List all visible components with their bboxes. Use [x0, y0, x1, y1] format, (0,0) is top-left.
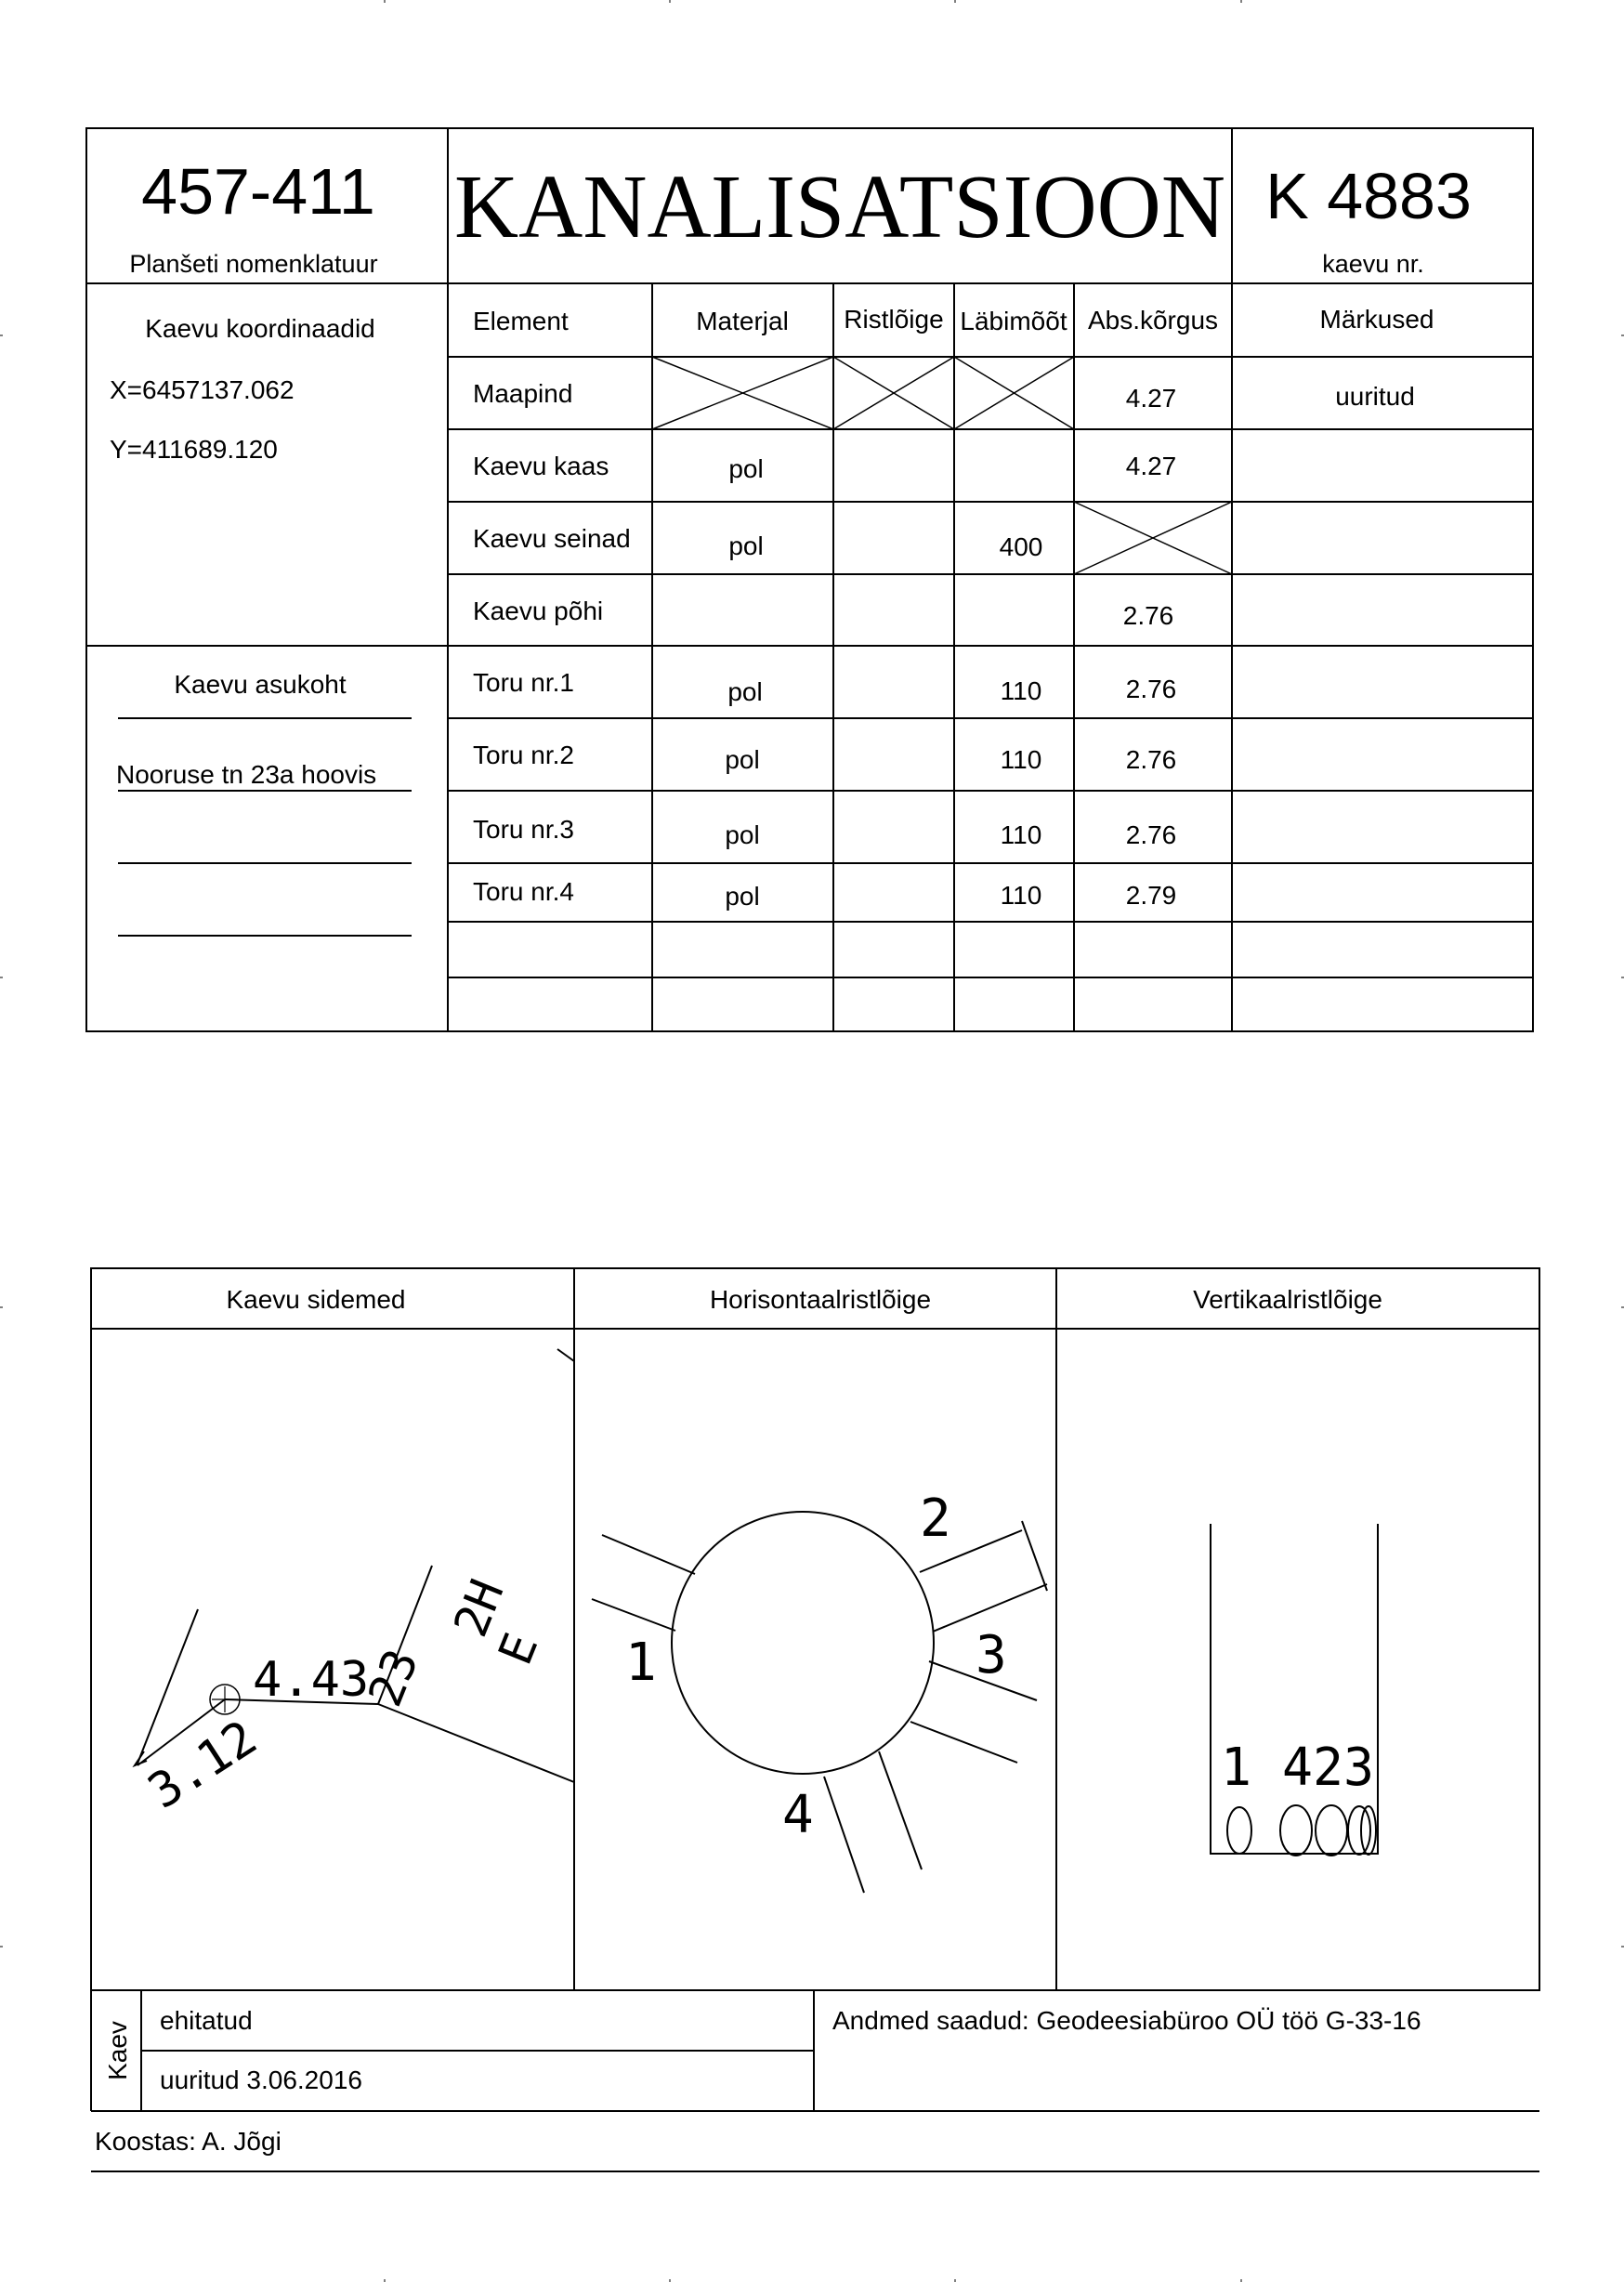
- cell-materjal: pol: [728, 531, 764, 560]
- cell-abs: 2.76: [1122, 601, 1174, 630]
- cell-materjal: pol: [728, 454, 764, 483]
- cell-abs: 4.27: [1125, 452, 1177, 480]
- cell-abs: 2.79: [1125, 881, 1177, 910]
- column-header: Element: [473, 307, 569, 335]
- building-label: 2H: [443, 1571, 515, 1645]
- cell-element: Toru nr.2: [473, 741, 574, 769]
- cell-abs: 2.76: [1125, 745, 1177, 774]
- cell-labimoot: 110: [1000, 745, 1042, 774]
- author: Koostas: A. Jõgi: [95, 2127, 282, 2156]
- cell-labimoot: 110: [1000, 820, 1042, 849]
- panel-heading-sidemed: Kaevu sidemed: [226, 1285, 406, 1314]
- footer-side-label: Kaev: [103, 2021, 132, 2080]
- location-line: Nooruse tn 23a hoovis: [116, 760, 377, 789]
- nomenclature-value: 457-411: [141, 155, 375, 228]
- horizontal-section: [592, 1512, 1047, 1893]
- cell-element: Toru nr.4: [473, 877, 574, 906]
- sidemed-sketch: [135, 1349, 574, 1782]
- table-row: [473, 815, 1176, 849]
- cell-materjal: pol: [727, 677, 763, 706]
- table-row: [473, 877, 1176, 911]
- cell-abs: 2.76: [1125, 675, 1177, 703]
- column-header: Abs.kõrgus: [1087, 306, 1219, 334]
- cell-materjal: pol: [725, 820, 760, 849]
- panel-heading-vertical: Vertikaalristlõige: [1193, 1285, 1382, 1314]
- column-header: Märkused: [1319, 305, 1434, 334]
- table-row: [473, 524, 1042, 561]
- well-number: K 4883: [1265, 160, 1472, 232]
- cell-materjal: pol: [725, 745, 760, 774]
- pipe-number: 4: [782, 1785, 814, 1845]
- pipe-number: 2: [920, 1489, 951, 1549]
- column-header: Materjal: [696, 307, 789, 335]
- cell-abs: 4.27: [1125, 384, 1177, 413]
- built-status: ehitatud: [160, 2006, 253, 2035]
- dimension-label: 3.12: [138, 1710, 268, 1820]
- table-row: [473, 379, 1415, 413]
- cell-element: Kaevu seinad: [473, 524, 631, 553]
- pipe-number: 3: [976, 1625, 1007, 1685]
- column-header: Ristlõige: [844, 305, 944, 334]
- table-row: [473, 668, 1176, 706]
- cell-abs: 2.76: [1125, 820, 1177, 849]
- pipe-number: 1: [625, 1633, 657, 1693]
- cell-element: Maapind: [473, 379, 573, 408]
- cell-element: Toru nr.1: [473, 668, 574, 697]
- cell-labimoot: 400: [999, 532, 1043, 561]
- cell-element: Kaevu kaas: [473, 452, 609, 480]
- data-source: Andmed saadud: Geodeesiabüroo OÜ töö G-33-16: [832, 2006, 1421, 2035]
- survey-date: uuritud 3.06.2016: [160, 2066, 362, 2094]
- coordinate-y: Y=411689.120: [110, 435, 278, 464]
- cell-markused: uuritud: [1335, 382, 1415, 411]
- location-heading: Kaevu asukoht: [174, 670, 347, 699]
- cell-element: Toru nr.3: [473, 815, 574, 844]
- dimension-label: 4.43: [253, 1652, 370, 1708]
- diagram-frame: [91, 1268, 1539, 1990]
- page-title: KANALISATSIOON: [454, 157, 1225, 257]
- dimension-label: 23: [358, 1641, 429, 1714]
- building-label: E: [488, 1625, 549, 1672]
- column-header: Läbimõõt: [960, 307, 1067, 335]
- coordinates-heading: Kaevu koordinaadid: [145, 314, 375, 343]
- well-number-label: kaevu nr.: [1322, 250, 1424, 278]
- table-row: [473, 741, 1176, 774]
- cell-element: Kaevu põhi: [473, 597, 604, 625]
- table-row: [473, 452, 1176, 483]
- cell-labimoot: 110: [1000, 676, 1042, 705]
- cell-materjal: pol: [725, 882, 760, 911]
- table-row: [473, 597, 1173, 630]
- nomenclature-label: Planšeti nomenklatuur: [129, 250, 378, 278]
- pipe-numbers-label: 1 423: [1221, 1738, 1374, 1798]
- panel-heading-horizontal: Horisontaalristlõige: [709, 1285, 932, 1314]
- cell-labimoot: 110: [1000, 881, 1042, 910]
- vertical-section: [1211, 1524, 1378, 1856]
- coordinate-x: X=6457137.062: [110, 375, 295, 404]
